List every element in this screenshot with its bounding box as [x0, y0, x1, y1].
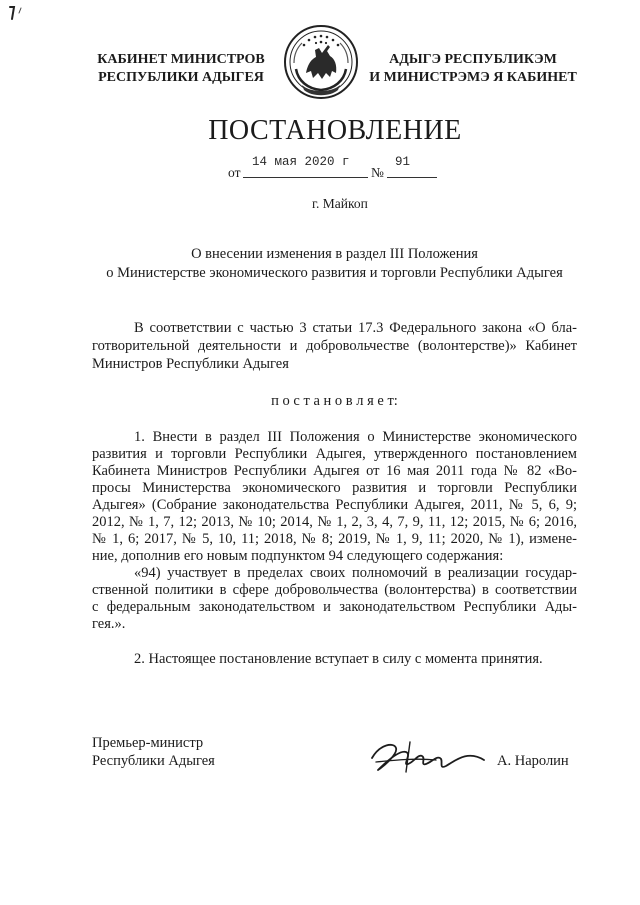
signatory-position-line-2: Республики Адыгея [92, 753, 215, 769]
item1-line: развития и торговли Республики Адыгея, утвержденного постановлением [92, 446, 577, 462]
handwritten-signature [366, 736, 490, 778]
signatory-position-line-1: Премьер-министр [92, 735, 204, 751]
handwritten-mark [6, 4, 28, 22]
item1-line: № 1, 6; 2017, № 5, 10, 11; 2018, № 8; 2019, № 1, 9, 11; 2020, № 1), измене- [92, 531, 577, 547]
preamble-line-3: Министров Республики Адыгея [92, 356, 289, 372]
item1-line: Адыгея» (Собрание законодательства Республики Адыгея, 2011, № 5, 6, 9; [92, 497, 577, 513]
header-right-line-2: И МИНИСТРЭМЭ Я КАБИНЕТ [369, 70, 577, 85]
resolves-word: п о с т а н о в л я е т: [271, 393, 398, 409]
preamble-line-1: В соответствии с частью 3 статьи 17.3 Федерального закона «О бла- [134, 320, 577, 336]
item1-quote-line: «94) участвует в пределах своих полномочий в реализации государ- [134, 565, 577, 581]
document-date: 14 мая 2020 г [252, 155, 350, 169]
header-left-line-1: КАБИНЕТ МИНИСТРОВ [97, 52, 265, 67]
header-left-line-2: РЕСПУБЛИКИ АДЫГЕЯ [98, 70, 264, 85]
number-prefix: № [371, 165, 384, 180]
subject-line-1: О внесении изменения в раздел III Положения [191, 246, 478, 262]
item2-line: 2. Настоящее постановление вступает в силу с момента принятия. [134, 651, 543, 667]
item1-line: 1. Внести в раздел III Положения о Министерстве экономического [134, 429, 577, 445]
date-underline [243, 177, 368, 178]
item1-quote-line: гея.». [92, 616, 126, 632]
coat-of-arms-emblem [282, 23, 360, 103]
preamble-line-2: готворительной деятельности и добровольчестве (волонтерстве)» Кабинет [92, 338, 577, 354]
document-number: 91 [395, 155, 411, 169]
item1-line: просы Министерства экономического развития и торговли Республики [92, 480, 577, 496]
item1-line: ние, дополнив его новым подпунктом 94 следующего содержания: [92, 548, 504, 564]
item1-line: 2012, № 1, 7, 12; 2013, № 10; 2014, № 1, 2, 3, 4, 7, 9, 11, 12; 2015, № 6; 2016, [92, 514, 577, 530]
document-title: ПОСТАНОВЛЕНИЕ [208, 115, 462, 146]
item1-quote-line: ственной политики в сфере добровольчества (волонтерства) в соответствии [92, 582, 577, 598]
subject-line-2: о Министерстве экономического развития и торговли Республики Адыгея [106, 265, 563, 281]
signatory-name: А. Наролин [497, 753, 569, 769]
city: г. Майкоп [312, 196, 368, 211]
item1-line: Кабинета Министров Республики Адыгея от 16 мая 2011 года № 82 «Во- [92, 463, 577, 479]
item1-quote-line: с федеральным законодательством и законодательством Республики Ады- [92, 599, 577, 615]
header-right-line-1: АДЫГЭ РЕСПУБЛИКЭМ [389, 52, 557, 67]
number-underline [387, 177, 437, 178]
date-prefix: от [228, 165, 241, 180]
